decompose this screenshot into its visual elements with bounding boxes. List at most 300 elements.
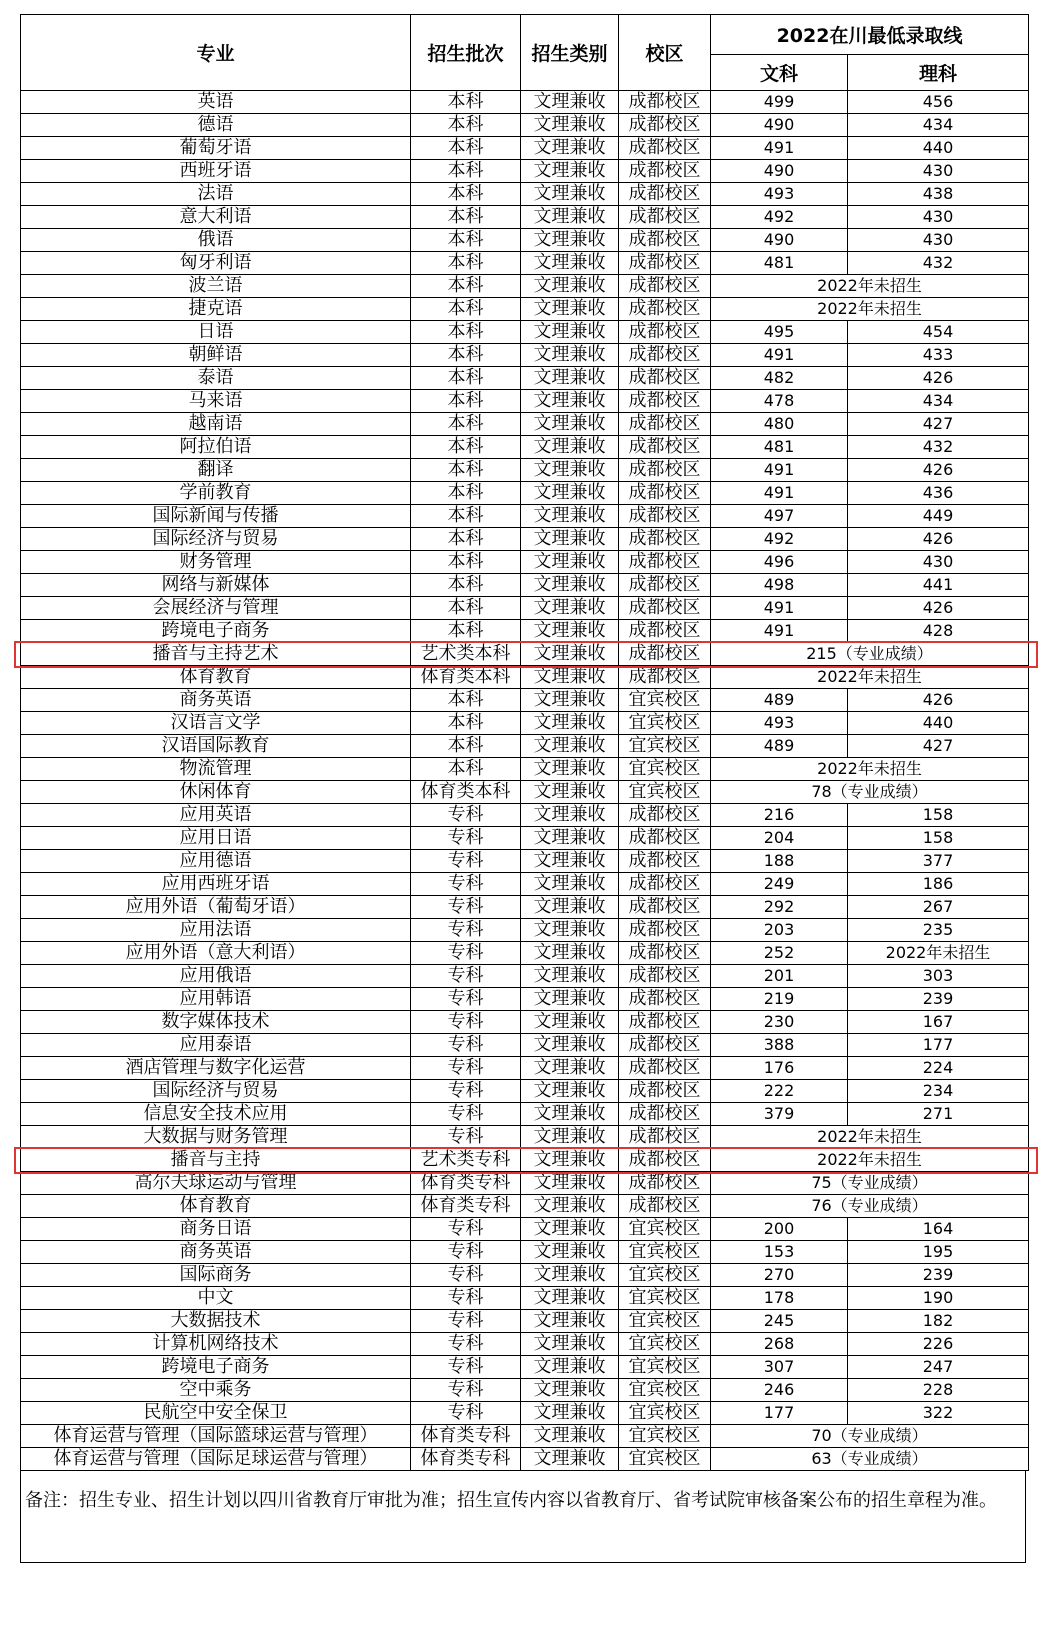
cell-campus: 成都校区 [619,344,711,367]
cell-major: 应用外语（葡萄牙语） [21,896,411,919]
cell-batch: 专科 [411,1057,521,1080]
cell-category: 文理兼收 [521,643,619,666]
cell-score-li: 430 [848,229,1029,252]
cell-batch: 专科 [411,988,521,1011]
table-row [21,436,1029,459]
cell-campus: 宜宾校区 [619,1287,711,1310]
cell-score-li: 195 [848,1241,1029,1264]
cell-batch: 本科 [411,229,521,252]
cell-batch: 本科 [411,206,521,229]
cell-campus: 成都校区 [619,643,711,666]
cell-batch: 专科 [411,942,521,965]
cell-major: 国际经济与贸易 [21,1080,411,1103]
table-row [21,505,1029,528]
header-wen: 文科 [711,55,848,91]
table-row [21,643,1029,666]
cell-score-li: 454 [848,321,1029,344]
table-row [21,183,1029,206]
cell-score-wen: 249 [711,873,848,896]
cell-category: 文理兼收 [521,1103,619,1126]
cell-score-li: 430 [848,551,1029,574]
cell-batch: 体育类专科 [411,1172,521,1195]
cell-category: 文理兼收 [521,252,619,275]
cell-category: 文理兼收 [521,1057,619,1080]
cell-score-merged: 2022年未招生 [711,758,1029,781]
table-row [21,942,1029,965]
cell-category: 文理兼收 [521,298,619,321]
cell-category: 文理兼收 [521,827,619,850]
cell-major: 计算机网络技术 [21,1333,411,1356]
cell-major: 应用泰语 [21,1034,411,1057]
cell-category: 文理兼收 [521,1425,619,1448]
cell-category: 文理兼收 [521,1218,619,1241]
table-row [21,712,1029,735]
cell-score-wen: 379 [711,1103,848,1126]
cell-campus: 成都校区 [619,436,711,459]
cell-campus: 成都校区 [619,505,711,528]
cell-score-li: 426 [848,528,1029,551]
cell-batch: 本科 [411,114,521,137]
table-body [21,91,1029,1471]
cell-category: 文理兼收 [521,183,619,206]
cell-score-wen: 496 [711,551,848,574]
table-row [21,1356,1029,1379]
cell-score-merged: 2022年未招生 [711,275,1029,298]
cell-campus: 宜宾校区 [619,1425,711,1448]
cell-major: 学前教育 [21,482,411,505]
cell-major: 朝鲜语 [21,344,411,367]
cell-score-merged: 2022年未招生 [711,1149,1029,1172]
table-row [21,344,1029,367]
cell-campus: 成都校区 [619,919,711,942]
cell-score-merged: 215（专业成绩） [711,643,1029,666]
cell-category: 文理兼收 [521,114,619,137]
cell-score-li: 426 [848,367,1029,390]
table-row [21,1218,1029,1241]
cell-major: 国际新闻与传播 [21,505,411,528]
table-row [21,1172,1029,1195]
cell-campus: 宜宾校区 [619,1264,711,1287]
cell-batch: 本科 [411,275,521,298]
table-row [21,896,1029,919]
cell-major: 应用德语 [21,850,411,873]
cell-major: 意大利语 [21,206,411,229]
cell-major: 酒店管理与数字化运营 [21,1057,411,1080]
cell-campus: 成都校区 [619,160,711,183]
table-row [21,919,1029,942]
cell-major: 应用日语 [21,827,411,850]
table-row [21,1425,1029,1448]
cell-batch: 本科 [411,528,521,551]
cell-campus: 成都校区 [619,229,711,252]
cell-score-wen: 493 [711,183,848,206]
cell-batch: 专科 [411,1379,521,1402]
cell-score-wen: 490 [711,114,848,137]
cell-category: 文理兼收 [521,1287,619,1310]
cell-category: 文理兼收 [521,965,619,988]
cell-batch: 本科 [411,413,521,436]
cell-batch: 专科 [411,1333,521,1356]
cell-score-merged: 75（专业成绩） [711,1172,1029,1195]
cell-campus: 宜宾校区 [619,1333,711,1356]
cell-score-wen: 492 [711,206,848,229]
cell-batch: 专科 [411,850,521,873]
table-row [21,689,1029,712]
cell-major: 捷克语 [21,298,411,321]
cell-batch: 本科 [411,482,521,505]
cell-score-wen: 188 [711,850,848,873]
cell-category: 文理兼收 [521,1011,619,1034]
cell-batch: 本科 [411,252,521,275]
cell-batch: 专科 [411,873,521,896]
cell-score-li: 436 [848,482,1029,505]
cell-score-li: 190 [848,1287,1029,1310]
cell-score-li: 239 [848,1264,1029,1287]
cell-major: 越南语 [21,413,411,436]
header-li: 理科 [848,55,1029,91]
cell-score-merged: 2022年未招生 [711,1126,1029,1149]
cell-major: 俄语 [21,229,411,252]
cell-campus: 成都校区 [619,252,711,275]
cell-category: 文理兼收 [521,597,619,620]
cell-score-wen: 489 [711,689,848,712]
cell-category: 文理兼收 [521,1241,619,1264]
cell-major: 商务日语 [21,1218,411,1241]
cell-major: 播音与主持艺术 [21,643,411,666]
cell-campus: 成都校区 [619,137,711,160]
cell-category: 文理兼收 [521,574,619,597]
cell-major: 大数据与财务管理 [21,1126,411,1149]
cell-score-wen: 307 [711,1356,848,1379]
cell-score-li: 449 [848,505,1029,528]
cell-score-wen: 252 [711,942,848,965]
cell-campus: 宜宾校区 [619,1402,711,1425]
cell-score-li: 267 [848,896,1029,919]
table-row [21,850,1029,873]
table-row [21,965,1029,988]
cell-batch: 专科 [411,1011,521,1034]
cell-campus: 成都校区 [619,1195,711,1218]
cell-score-li: 224 [848,1057,1029,1080]
cell-category: 文理兼收 [521,413,619,436]
cell-score-li: 434 [848,114,1029,137]
cell-score-li: 438 [848,183,1029,206]
cell-score-wen: 203 [711,919,848,942]
table-row [21,1402,1029,1425]
cell-major: 高尔夫球运动与管理 [21,1172,411,1195]
cell-batch: 体育类专科 [411,1425,521,1448]
cell-category: 文理兼收 [521,1333,619,1356]
cell-score-li: 164 [848,1218,1029,1241]
cell-major: 数字媒体技术 [21,1011,411,1034]
table-row [21,988,1029,1011]
table-row [21,413,1029,436]
cell-batch: 专科 [411,1126,521,1149]
cell-category: 文理兼收 [521,1402,619,1425]
cell-score-li: 432 [848,436,1029,459]
header-major: 专业 [21,15,411,91]
cell-batch: 专科 [411,1402,521,1425]
cell-score-wen: 178 [711,1287,848,1310]
cell-campus: 成都校区 [619,1149,711,1172]
table-row [21,1126,1029,1149]
cell-score-li: 433 [848,344,1029,367]
cell-category: 文理兼收 [521,390,619,413]
cell-batch: 本科 [411,436,521,459]
cell-score-wen: 388 [711,1034,848,1057]
table-row [21,827,1029,850]
cell-category: 文理兼收 [521,321,619,344]
cell-campus: 成都校区 [619,850,711,873]
cell-score-li: 235 [848,919,1029,942]
cell-batch: 专科 [411,896,521,919]
cell-major: 法语 [21,183,411,206]
cell-score-wen: 491 [711,597,848,620]
cell-score-wen: 491 [711,482,848,505]
table-row [21,528,1029,551]
cell-major: 泰语 [21,367,411,390]
cell-score-li: 226 [848,1333,1029,1356]
cell-campus: 成都校区 [619,91,711,114]
cell-campus: 宜宾校区 [619,712,711,735]
cell-score-li: 167 [848,1011,1029,1034]
cell-batch: 本科 [411,712,521,735]
cell-score-li: 430 [848,160,1029,183]
header-score-group: 2022在川最低录取线 [711,15,1029,55]
cell-category: 文理兼收 [521,1356,619,1379]
table-row [21,321,1029,344]
cell-major: 葡萄牙语 [21,137,411,160]
cell-score-li: 427 [848,413,1029,436]
cell-major: 应用俄语 [21,965,411,988]
cell-major: 日语 [21,321,411,344]
cell-category: 文理兼收 [521,620,619,643]
table-row [21,551,1029,574]
cell-category: 文理兼收 [521,505,619,528]
cell-category: 文理兼收 [521,1448,619,1471]
cell-score-li: 186 [848,873,1029,896]
cell-category: 文理兼收 [521,459,619,482]
cell-batch: 本科 [411,321,521,344]
table-row [21,735,1029,758]
cell-batch: 本科 [411,183,521,206]
cell-campus: 成都校区 [619,873,711,896]
cell-score-wen: 481 [711,252,848,275]
cell-batch: 本科 [411,735,521,758]
cell-score-li: 234 [848,1080,1029,1103]
table-row [21,390,1029,413]
cell-score-wen: 153 [711,1241,848,1264]
cell-campus: 宜宾校区 [619,1356,711,1379]
cell-major: 播音与主持 [21,1149,411,1172]
cell-campus: 成都校区 [619,1080,711,1103]
cell-batch: 专科 [411,1356,521,1379]
cell-major: 休闲体育 [21,781,411,804]
cell-batch: 本科 [411,689,521,712]
cell-campus: 成都校区 [619,482,711,505]
cell-score-wen: 491 [711,459,848,482]
cell-major: 跨境电子商务 [21,1356,411,1379]
cell-major: 应用英语 [21,804,411,827]
table-row [21,666,1029,689]
table-row [21,367,1029,390]
cell-major: 应用韩语 [21,988,411,1011]
cell-major: 国际经济与贸易 [21,528,411,551]
cell-campus: 成都校区 [619,988,711,1011]
table-row [21,482,1029,505]
cell-score-li: 158 [848,827,1029,850]
cell-score-li: 426 [848,689,1029,712]
cell-batch: 本科 [411,505,521,528]
cell-campus: 成都校区 [619,1011,711,1034]
cell-score-li: 440 [848,137,1029,160]
cell-score-wen: 491 [711,620,848,643]
cell-category: 文理兼收 [521,1080,619,1103]
cell-score-wen: 204 [711,827,848,850]
cell-campus: 成都校区 [619,206,711,229]
cell-campus: 成都校区 [619,367,711,390]
cell-major: 应用法语 [21,919,411,942]
cell-category: 文理兼收 [521,1264,619,1287]
table-row [21,1103,1029,1126]
header-category: 招生类别 [521,15,619,91]
cell-major: 体育运营与管理（国际篮球运营与管理） [21,1425,411,1448]
cell-score-wen: 492 [711,528,848,551]
table-row [21,206,1029,229]
cell-score-li: 426 [848,459,1029,482]
cell-score-wen: 490 [711,229,848,252]
cell-campus: 宜宾校区 [619,1448,711,1471]
cell-category: 文理兼收 [521,1126,619,1149]
cell-score-wen: 499 [711,91,848,114]
cell-batch: 专科 [411,919,521,942]
cell-category: 文理兼收 [521,896,619,919]
cell-major: 应用外语（意大利语） [21,942,411,965]
cell-campus: 成都校区 [619,551,711,574]
cell-batch: 本科 [411,758,521,781]
table-row [21,137,1029,160]
table-row [21,1379,1029,1402]
cell-major: 财务管理 [21,551,411,574]
cell-score-wen: 497 [711,505,848,528]
table-row [21,114,1029,137]
table-row [21,298,1029,321]
cell-score-li: 303 [848,965,1029,988]
cell-category: 文理兼收 [521,850,619,873]
table-row [21,873,1029,896]
cell-campus: 成都校区 [619,528,711,551]
cell-score-merged: 70（专业成绩） [711,1425,1029,1448]
cell-category: 文理兼收 [521,91,619,114]
cell-score-wen: 230 [711,1011,848,1034]
cell-score-li: 426 [848,597,1029,620]
table-row [21,1057,1029,1080]
cell-score-wen: 495 [711,321,848,344]
cell-major: 汉语国际教育 [21,735,411,758]
table-row [21,1264,1029,1287]
cell-category: 文理兼收 [521,873,619,896]
table-row [21,597,1029,620]
cell-score-wen: 480 [711,413,848,436]
cell-batch: 本科 [411,298,521,321]
cell-score-li: 434 [848,390,1029,413]
cell-category: 文理兼收 [521,919,619,942]
cell-major: 阿拉伯语 [21,436,411,459]
cell-major: 商务英语 [21,1241,411,1264]
cell-score-wen: 498 [711,574,848,597]
cell-campus: 成都校区 [619,827,711,850]
cell-campus: 宜宾校区 [619,735,711,758]
cell-score-merged: 2022年未招生 [711,666,1029,689]
cell-category: 文理兼收 [521,804,619,827]
cell-batch: 本科 [411,390,521,413]
table-row [21,459,1029,482]
cell-category: 文理兼收 [521,1172,619,1195]
cell-batch: 本科 [411,367,521,390]
cell-category: 文理兼收 [521,528,619,551]
cell-major: 马来语 [21,390,411,413]
table-row [21,229,1029,252]
footnote: 备注：招生专业、招生计划以四川省教育厅审批为准；招生宣传内容以省教育厅、省考试院审核备案公布的招生章程为准。 [20,1471,1026,1563]
cell-category: 文理兼收 [521,206,619,229]
cell-major: 空中乘务 [21,1379,411,1402]
cell-score-wen: 246 [711,1379,848,1402]
cell-score-merged: 2022年未招生 [711,298,1029,321]
cell-score-li: 377 [848,850,1029,873]
cell-campus: 宜宾校区 [619,758,711,781]
table-row [21,160,1029,183]
cell-score-li: 440 [848,712,1029,735]
cell-major: 中文 [21,1287,411,1310]
table-row [21,252,1029,275]
cell-major: 信息安全技术应用 [21,1103,411,1126]
cell-campus: 成都校区 [619,597,711,620]
cell-score-wen: 292 [711,896,848,919]
cell-score-wen: 493 [711,712,848,735]
cell-score-li: 271 [848,1103,1029,1126]
cell-major: 民航空中安全保卫 [21,1402,411,1425]
cell-score-li: 158 [848,804,1029,827]
cell-campus: 成都校区 [619,413,711,436]
cell-category: 文理兼收 [521,1034,619,1057]
cell-major: 西班牙语 [21,160,411,183]
cell-major: 物流管理 [21,758,411,781]
cell-major: 体育教育 [21,1195,411,1218]
cell-score-wen: 222 [711,1080,848,1103]
cell-category: 文理兼收 [521,712,619,735]
cell-category: 文理兼收 [521,229,619,252]
table-header [21,15,1029,91]
cell-score-merged: 63（专业成绩） [711,1448,1029,1471]
cell-batch: 本科 [411,91,521,114]
table-row [21,1310,1029,1333]
table-row [21,574,1029,597]
cell-score-li: 432 [848,252,1029,275]
cell-major: 波兰语 [21,275,411,298]
cell-batch: 专科 [411,1034,521,1057]
cell-score-merged: 78（专业成绩） [711,781,1029,804]
cell-score-li: 441 [848,574,1029,597]
cell-campus: 成都校区 [619,620,711,643]
cell-score-li: 2022年未招生 [848,942,1029,965]
cell-batch: 本科 [411,137,521,160]
cell-score-li: 428 [848,620,1029,643]
table-row [21,91,1029,114]
cell-score-li: 456 [848,91,1029,114]
cell-campus: 成都校区 [619,896,711,919]
table-row [21,1333,1029,1356]
cell-score-wen: 201 [711,965,848,988]
